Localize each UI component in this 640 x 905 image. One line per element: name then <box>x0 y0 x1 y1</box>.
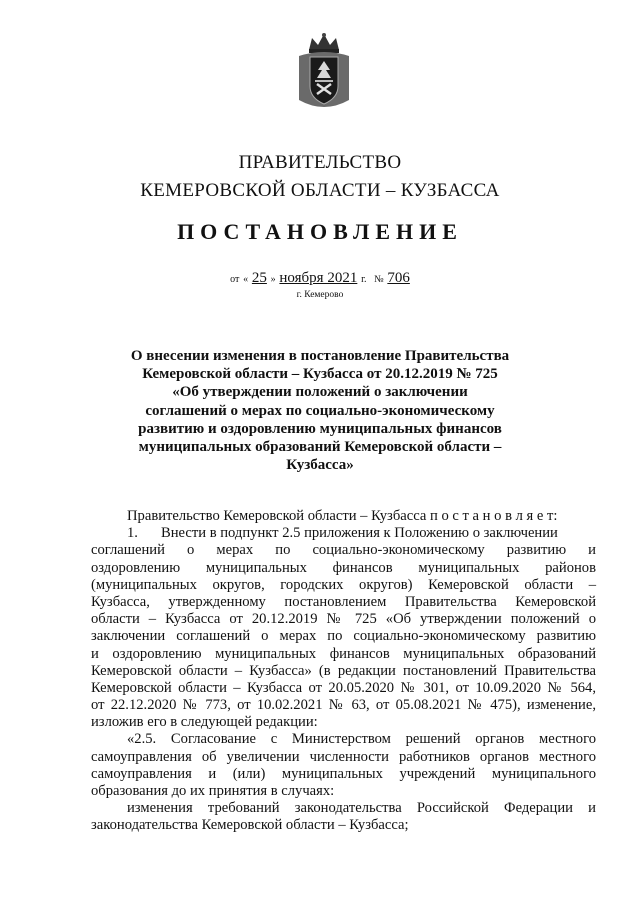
item1-line: от 22.12.2020 № 773, от 10.02.2021 № 63, от 05.08.2021 № 475), изменение, <box>91 697 596 714</box>
document-body <box>91 508 596 835</box>
item1-line: заключении соглашений о мерах по социально-экономическому развитию <box>91 628 596 645</box>
item1-line: области – Кузбасса от 20.12.2019 № 725 «Об утверждении положений о <box>91 611 596 628</box>
government-name-line1: ПРАВИТЕЛЬСТВО <box>238 152 402 173</box>
document-title <box>115 347 525 474</box>
case1-first-line: изменения требований законодательства Российской Федерации и <box>127 800 596 817</box>
date-day: 25 <box>251 270 267 286</box>
quote-line: самоуправления об увеличении численности работников органов местного <box>91 748 596 765</box>
quote-last-line: образования до их принятия в случаях: <box>91 783 335 799</box>
quote-line: самоуправления и (или) муниципальных учреждений муниципального <box>91 765 596 782</box>
item1-line: соглашений о мерах по социально-экономическому развитию и <box>91 542 596 559</box>
date-quote-close: » <box>270 274 276 285</box>
item1-first-line <box>91 525 596 542</box>
title-line: Кузбасса» <box>286 457 354 474</box>
title-line: Кемеровской области – Кузбасса от 20.12.2019 № 725 <box>142 366 498 383</box>
date-prefix: от <box>230 274 240 285</box>
date-quote-open: « <box>243 274 249 285</box>
document-city: г. Кемерово <box>296 290 344 300</box>
government-name-line2: КЕМЕРОВСКОЙ ОБЛАСТИ – КУЗБАССА <box>140 180 500 201</box>
item1-number: 1. <box>127 525 138 542</box>
title-line: соглашений о мерах по социально-экономическому <box>145 402 495 419</box>
date-year-suffix: г. <box>361 274 367 285</box>
quote-first-line: «2.5. Согласование с Министерством решений органов местного <box>127 731 596 748</box>
title-line: муниципальных образований Кемеровской области – <box>138 439 502 456</box>
item1-line: Кемеровской области – Кузбасса» (в редакции постановлений Правительства <box>91 662 596 679</box>
intro-verb: п о с т а н о в л я е т: <box>430 508 558 524</box>
item1-first-text: Внести в подпункт 2.5 приложения к Положению о заключении <box>161 525 558 542</box>
document-date-number <box>0 270 640 287</box>
number-label: № <box>374 274 384 285</box>
title-line: О внесении изменения в постановление Правительства <box>130 348 510 364</box>
title-line: «Об утверждении положений о заключении <box>172 384 468 401</box>
item1-line: и оздоровлению муниципальных финансов муниципальных образований <box>91 645 596 662</box>
document-type: ПОСТАНОВЛЕНИЕ <box>177 219 463 244</box>
coat-of-arms-kuzbass-icon <box>295 30 353 114</box>
title-line: развитию и оздоровлению муниципальных финансов <box>138 420 502 437</box>
document-number: 706 <box>387 270 410 286</box>
item1-line: оздоровлению муниципальных финансов муниципальных районов <box>91 559 596 576</box>
item1-line: Кузбасса, утвержденному постановлением Правительства Кемеровской <box>91 593 596 610</box>
intro-text: Правительство Кемеровской области – Кузбасса <box>127 508 427 524</box>
item1-last-line: изложив его в следующей редакции: <box>91 714 318 731</box>
item1-line: (муниципальных округов, городских округов) Кемеровской области – <box>91 576 596 593</box>
item1-line: Кемеровской области – Кузбасса от 20.05.2020 № 301, от 10.09.2020 № 564, <box>91 679 596 696</box>
intro-paragraph <box>91 508 596 525</box>
case1-last-line: законодательства Кемеровской области – Кузбасса; <box>91 817 409 834</box>
date-month-year: ноября 2021 <box>279 270 358 286</box>
